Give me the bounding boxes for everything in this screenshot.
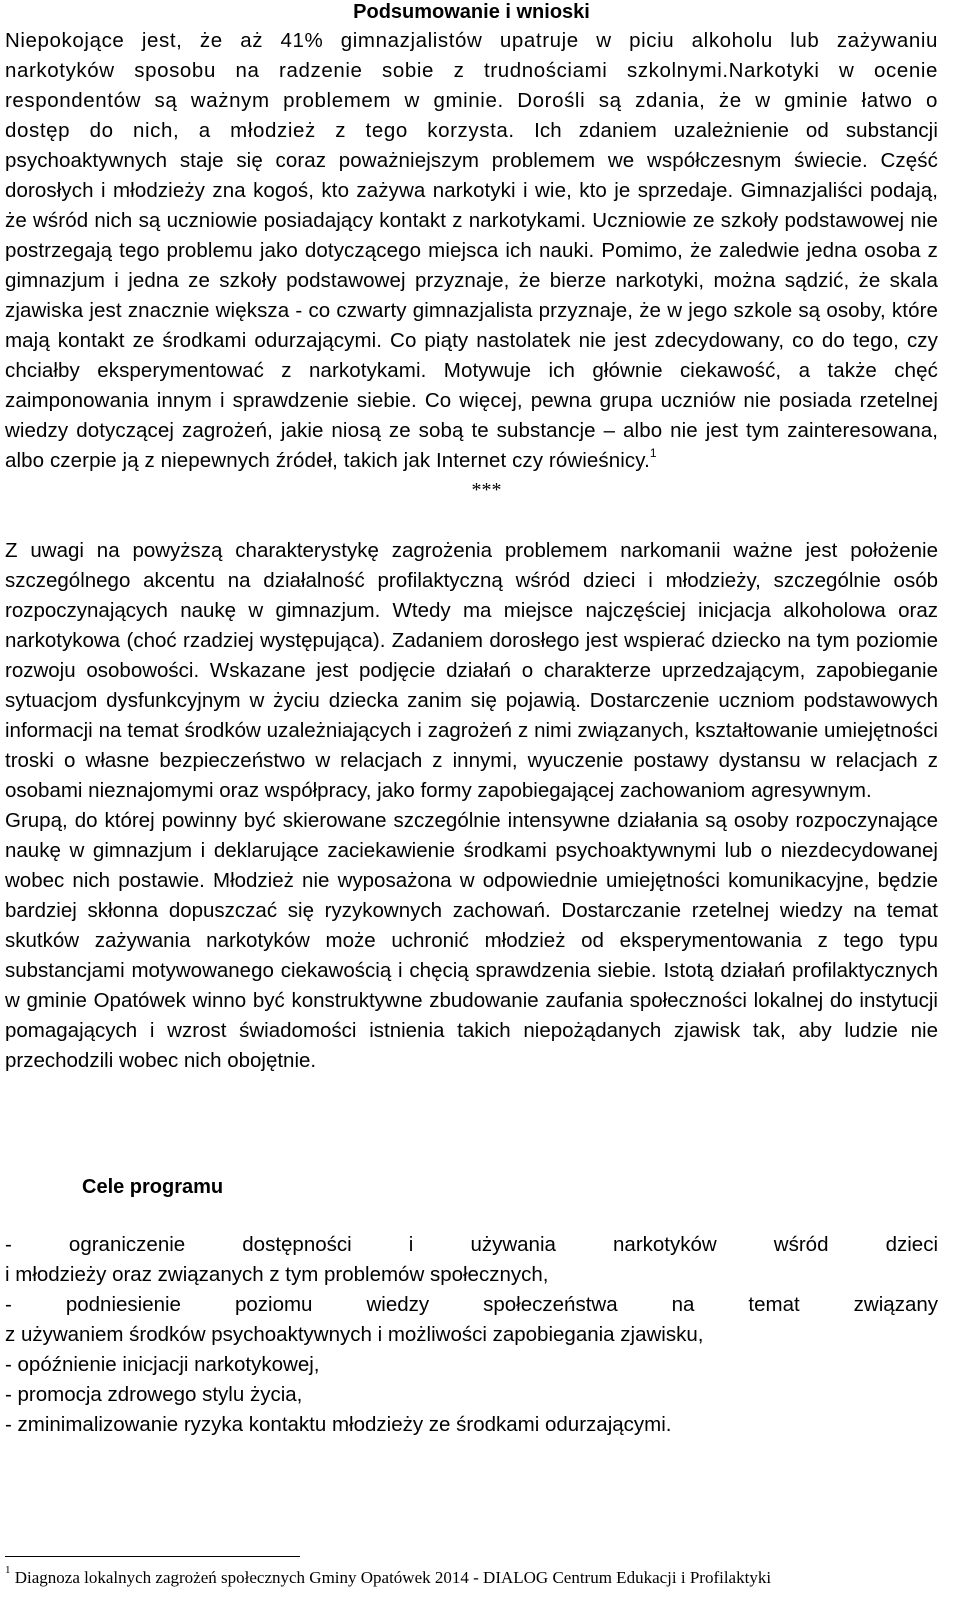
goal-item-1: - ograniczenie dostępności i używania narkotyków wśród dzieci	[5, 1233, 938, 1256]
goal-item-2: - podniesienie poziomu wiedzy społeczeństwa na temat związany	[5, 1293, 938, 1316]
summary-block	[5, 26, 938, 504]
footnote-text: Diagnoza lokalnych zagrożeń społecznych Gminy Opatówek 2014 - DIALOG Centrum Edukacji i Profilaktyki	[10, 1568, 772, 1587]
recommendation-paragraph-2: Grupą, do której powinny być skierowane szczególnie intensywne działania są osoby rozpoczynające naukę w gimnazjum i deklarujące zaciekawienie środkami psychoaktywnymi lub o niezdecydowanej wobec nich postawie. Młodzież nie wyposażona w odpowiednie umiejętności komunikacyjne, będzie bardziej skłonna dopuszczać się ryzykownych zachowań. Dostarczanie rzetelnej wiedzy na temat skutków zażywania narkotyków może uchronić młodzież od eksperymentowania z tego typu substancjami motywowanego ciekawością i chęcią sprawdzenia siebie. Istotą działań profilaktycznych w gminie Opatówek winno być konstruktywne zbudowanie zaufania społeczności lokalnej do instytucji pomagających i wzrost świadomości istnienia takich niepożądanych zjawisk tak, aby ludzie nie przechodzili wobec nich obojętnie.	[5, 809, 938, 1072]
section-heading: Podsumowanie i wnioski	[353, 1, 590, 23]
goal-item-4: - promocja zdrowego stylu życia,	[5, 1383, 303, 1406]
footnote-number: 1	[5, 1564, 11, 1577]
document-page	[5, 0, 938, 1436]
goal-item-3: - opóźnienie inicjacji narkotykowej,	[5, 1353, 320, 1376]
footnote	[5, 1566, 955, 1590]
goals-list	[5, 1230, 938, 1440]
summary-text-intro: Niepokojące jest, że aż 41% gimnazjalistów upatruje w piciu alkoholu lub zażywaniu narkotyków sposobu na radzenie sobie z trudnościami szkolnymi.Narkotyki w ocenie respondentów są ważnym problemem w gminie. Dorośli są zdania, że w gminie łatwo o dostęp do nich, a młodzież z tego korzysta.	[5, 29, 938, 142]
footnote-reference: 1	[649, 446, 658, 461]
recommendation-block	[5, 536, 938, 1076]
goal-item-2-cont: z używaniem środków psychoaktywnych i możliwości zapobiegania zjawisku,	[5, 1323, 704, 1346]
goals-title: Cele programu	[82, 1176, 224, 1198]
recommendation-paragraph-1: Z uwagi na powyższą charakterystykę zagrożenia problemem narkomanii ważne jest położenie szczególnego akcentu na działalność profilaktyczną wśród dzieci i młodzieży, szczególnie osób rozpoczynających naukę w gimnazjum. Wtedy ma miejsce najczęściej inicjacja alkoholowa oraz narkotykowa (choć rzadziej występująca). Zadaniem dorosłego jest wspierać dziecko na tym poziomie rozwoju osobowości. Wskazane jest podjęcie działań o charakterze uprzedzającym, zapobieganie sytuacjom dysfunkcyjnym w życiu dziecka zanim się pojawią. Dostarczenie uczniom podstawowych informacji na temat środków uzależniających i zagrożeń z nimi związanych, kształtowanie umiejętności troski o własne bezpieczeństwo w relacjach z innymi, wyuczenie postawy dystansu w relacjach z osobami nieznajomymi oraz współpracy, jako formy zapobiegającej zachowaniom agresywnym.	[5, 539, 938, 802]
goal-item-5: - zminimalizowanie ryzyka kontaktu młodzieży ze środkami odurzającymi.	[5, 1413, 672, 1436]
separator-stars: ***	[471, 479, 502, 501]
footnote-divider	[5, 1556, 300, 1557]
summary-paragraph-intro	[5, 26, 938, 476]
summary-text-main: Ich zdaniem uzależnienie od substancji psychoaktywnych staje się coraz poważniejszym problemem we współczesnym świecie. Część dorosłych i młodzieży zna kogoś, kto zażywa narkotyki i wie, kto je sprzedaje. Gimnazjaliści podają, że wśród nich są uczniowie posiadający kontakt z narkotykami. Uczniowie ze szkoły podstawowej nie postrzegają tego problemu jako dotyczącego miejsca ich nauki. Pomimo, że zaledwie jedna osoba z gimnazjum i jedna ze szkoły podstawowej przyznaje, że bierze narkotyki, można sądzić, że skala zjawiska jest znacznie większa - co czwarty gimnazjalista przyznaje, że w jego szkole są osoby, które mają kontakt ze środkami odurzającymi. Co piąty nastolatek nie jest zdecydowany, co do tego, czy chciałby eksperymentować z narkotykami. Motywuje ich głównie ciekawość, a także chęć zaimponowania innym i sprawdzenie siebie. Co więcej, pewna grupa uczniów nie posiada rzetelnej wiedzy dotyczącej zagrożeń, jakie niosą ze sobą te substancje – albo nie jest tym zainteresowana, albo czerpie ją z niepewnych źródeł, takich jak Internet czy rówieśnicy.	[5, 119, 938, 472]
goal-item-1-cont: i młodzieży oraz związanych z tym problemów społecznych,	[5, 1263, 549, 1286]
